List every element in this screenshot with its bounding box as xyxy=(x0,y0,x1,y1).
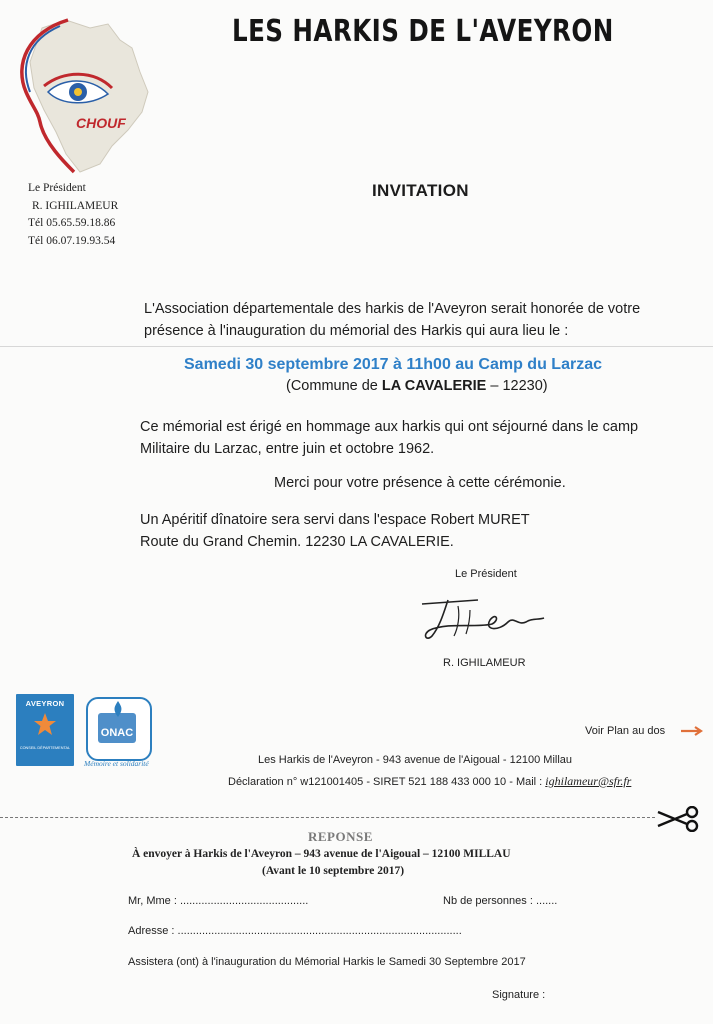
onac-logo xyxy=(86,697,152,761)
intro-paragraph xyxy=(144,298,640,342)
declaration-text: Déclaration n° w121001405 - SIRET 521 188 433 000 10 - Mail : xyxy=(228,776,546,788)
commune-name: LA CAVALERIE xyxy=(381,378,487,394)
footer-address: Les Harkis de l'Aveyron - 943 avenue de l'Aigoual - 12100 Millau xyxy=(258,754,573,766)
commune-suffix: – 12230) xyxy=(486,378,548,394)
president-contact xyxy=(28,180,118,250)
address-field[interactable] xyxy=(128,925,462,937)
aveyron-department-logo xyxy=(16,694,74,766)
cut-line xyxy=(0,817,655,818)
handwritten-signature xyxy=(418,592,548,653)
persons-field[interactable] xyxy=(443,895,557,907)
reply-send-to: À envoyer à Harkis de l'Aveyron – 943 avenue de l'Aigoual – 12100 MILLAU xyxy=(132,848,511,860)
signature-field[interactable]: Signature : xyxy=(492,989,546,1001)
email-link[interactable]: ighilameur@sfr.fr xyxy=(545,774,632,788)
aveyron-logo-subtitle: CONSEIL DÉPARTEMENTAL xyxy=(19,746,71,750)
onac-logo-text: ONAC xyxy=(100,727,134,739)
fold-line xyxy=(0,346,713,347)
intro-line-1: L'Association départementale des harkis de l'Aveyron serait honorée de votre xyxy=(144,301,641,317)
persons-dots: ....... xyxy=(535,895,558,907)
event-date-line: Samedi 30 septembre 2017 à 11h00 au Camp du Larzac xyxy=(184,356,602,373)
president-phone-1: Tél 05.65.59.18.86 xyxy=(28,217,116,229)
flame-icon xyxy=(112,701,124,717)
commune-prefix: (Commune de xyxy=(286,378,382,394)
footer-declaration xyxy=(228,774,631,789)
arrow-right-icon xyxy=(681,726,705,736)
reply-title: REPONSE xyxy=(308,829,373,844)
name-label: Mr, Mme : xyxy=(128,895,177,907)
reply-deadline: (Avant le 10 septembre 2017) xyxy=(262,865,405,877)
signature-name: R. IGHILAMEUR xyxy=(443,657,526,669)
aveyron-face-map-icon xyxy=(8,14,156,174)
name-field[interactable] xyxy=(128,895,308,907)
organization-title: LES HARKIS DE L'AVEYRON xyxy=(232,14,614,49)
name-dots: .......................................... xyxy=(179,895,309,907)
onac-tagline: Mémoire et solidarité xyxy=(84,759,149,768)
invitation-heading: INVITATION xyxy=(372,181,469,200)
thanks-line: Merci pour votre présence à cette cérémonie. xyxy=(274,475,566,491)
signature-title: Le Président xyxy=(455,568,517,580)
president-label: Le Président xyxy=(28,182,86,194)
memorial-paragraph xyxy=(140,416,638,460)
scissors-icon xyxy=(656,806,702,832)
intro-line-2: présence à l'inauguration du mémorial des Harkis qui aura lieu le : xyxy=(144,323,569,339)
aperitif-line-2: Route du Grand Chemin. 12230 LA CAVALERIE. xyxy=(140,534,454,550)
persons-label: Nb de personnes : xyxy=(443,895,533,907)
memorial-line-1: Ce mémorial est érigé en hommage aux harkis qui ont séjourné dans le camp xyxy=(140,419,639,435)
plan-link[interactable]: Voir Plan au dos xyxy=(585,725,666,737)
address-dots: ............................................................................................. xyxy=(177,925,462,937)
address-label: Adresse : xyxy=(128,925,175,937)
aperitif-line-1: Un Apéritif dînatoire sera servi dans l'espace Robert MURET xyxy=(140,512,530,528)
memorial-line-2: Militaire du Larzac, entre juin et octobre 1962. xyxy=(140,441,435,457)
attendance-statement: Assistera (ont) à l'inauguration du Mémorial Harkis le Samedi 30 Septembre 2017 xyxy=(128,956,526,968)
aperitif-paragraph xyxy=(140,509,530,553)
president-name: R. IGHILAMEUR xyxy=(32,199,119,212)
president-phone-2: Tél 06.07.19.93.54 xyxy=(28,234,116,247)
aveyron-logo-title: AVEYRON xyxy=(25,699,65,708)
commune-line xyxy=(286,378,548,394)
association-logo xyxy=(8,14,156,174)
logo-text: CHOUF xyxy=(76,115,126,131)
star-icon xyxy=(34,712,56,736)
